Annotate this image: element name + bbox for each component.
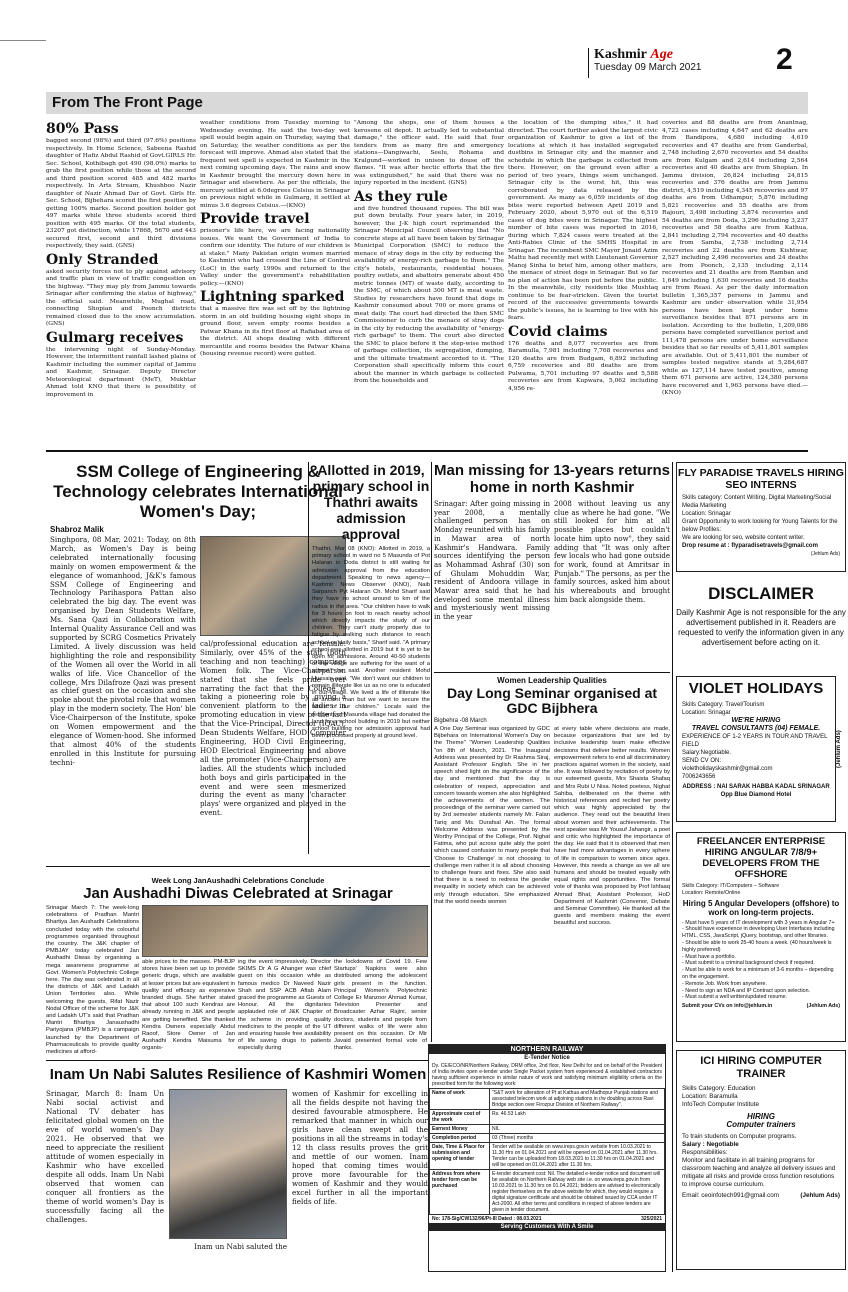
- row-rule: [434, 672, 670, 673]
- freelancer-ad-body: Skills Category: IT/Computers – Software Location: Remote/Online Hiring 5 Angular Developers (offshore) to work on long-term projects. - Must have 5 years of IT development with 3 years in Angular 7+ - Should have experience in developing User Interfaces including HTML, CSS, JavaScript, jQuery, bootstrap, and other libraries. - Should be able to work 25-40 hours a week. (40 hours/week is highly preferred) - Must have a portfolio. - Must submit to a criminal background check if required. - Must be able to work for a minimum of 3-6 months – depending on the engagement. - Remote Job. Work from anywhere. - Need to sign an NDA and IP Contract upon selection. - Must submit a well written/updated resume. Submit your CVs on info@jehlum.in (Jehlum Ads): [682, 883, 840, 1010]
- violet-ad-address: ADDRESS : NAI SARAK HABBA KADAL SRINAGAR Opp Blue Diamond Hotel: [682, 784, 830, 798]
- ici-ad: [676, 1050, 846, 1270]
- inamun-text: Srinagar, March 8: Inam Un Nabi social activist and National TV debater has felicitated global women on the eve of world women's Day 2021. He observed that we need to appreciate the resilient attitude of women especially in Kashmir who have excelled despite all odds. Inam Un Nabi observed that women can conquer all frontiers as the theme of world women's Day is successfully facing all the challenges.: [46, 1089, 164, 1224]
- fly-ad-email: Drop resume at : flyparadisetravels@gmail.com: [682, 543, 818, 549]
- seminar-text-2: at every table where decisions are made, because organizations that are led by inclusive leadership team make effective decisions that deliver better results. Women empowerment refers to end all discriminatory practices against women in the society, said she. It was followed by recitation of poetry by our esteemed guests, Mrs Shaista Shafaq and Mrs Rubi U Nisa. Noted poetess, Nighat Sahiba, deliberated on the theme with historical references and recited her poetry which was highly appreciated by the audience. They read out the beautiful lines about women and their achievements. The next speaker was Mr Yousuf Jahangir, a poet and critic who highlighted the importance of the day. He said that it is observed that men have had more advantages in every sphere of life in comparison to women since ages. However, this needs a change as we all are humans and should be treated equally with equal rights and opportunities. The formal vote of thanks was proposed by Prof Ishfaaq Ahmad Bhat, Assistant Professor, HoD Department of Kashmiri (Convenor, Debate and Seminar Committee). He thanked all the guests and members making the event beautiful and success.: [554, 726, 670, 927]
- aushadhi-col-2: able prices to the masses. PM-BJP stores have been set up to provide generic drugs, which are available at lesser prices but are equivalent in quality and efficacy as expensive branded drugs. She further stated that about 100 such Kendras are already running in J&K and people are getting benefited. She thanked Kendra Owners especially Abdul Raoof, Store Owner of Jan Aushadhi Kendra Maisuma for organis-: [142, 959, 235, 1052]
- section-bar: [46, 92, 808, 114]
- front-col-2: [200, 120, 350, 444]
- travel-text: prisoner's life here, we are facing nationality issues. We want the Government of India to confirm our identity. The future of our children is at stake." Many Pakistan origin women married to Kashmiri who had crossed the Line of Control (LoC) in the early 1990s and returned to the Valley under the government's rehabilitation policy.—(KNO): [200, 228, 350, 287]
- column-rule: [672, 462, 673, 1272]
- row-rule: [46, 1060, 428, 1061]
- aushadhi-kicker: Week Long JanAushadhi Celebrations Conclude: [151, 876, 325, 885]
- dogs-text: the location of the dumping sites," it had directed. The court further asked the largest civic organization of Kashmir to give a list of the locations at which it has installed segregated dustbins in Srinagar city and the manner and schedule in which the garbage is collected from there. However, on the ground even after a period of two years, things seem unchanged. Srinagar city is the worst hit, this was corroborated by data released by the government. As many as 6,059 incidents of dog bites were reported between April 2019 and February 2020, about 5,970 out of the 6,519 cases of dog bites were in Srinagar. The highest number of bite cases was reported in 2016, during which 7,824 cases were treated at the Anti-Rabies Clinic of the SMHS Hospital in Srinagar. The incumbent SMC Mayor Junaid Azim Mattu had recently met with Lieutenant Governor Manoj Sinha to brief him, among other matters, the menace of street dogs in Srinagar. But so far no plan of action has been put before the public. In the meanwhile, city residents like Mushtaq continue to be fear-stricken. Given the tourist record of the successive governments towards the public's issues, he is learning to live with his fears.: [508, 120, 658, 321]
- missing-text: Srinagar: After going missing in year 2008, a mentally challenged person has on Monday reunited with his family in Mawar area of north Kashmir's Handwara. Family sources identifying the person as Mohammad Ashraf (30) son of Ghulam Mohuddin War, resident of Andoora village in Mawar area said that he had developed some mental illness and mysteriously went missing in the year: [434, 500, 550, 622]
- freelancer-ad-email: Submit your CVs on info@jehlum.in: [682, 1003, 773, 1010]
- ici-ad-email: Email: ceoinfotech991@gmail.com: [682, 1192, 780, 1199]
- railway-footer: [429, 1215, 665, 1223]
- weather-text: weather conditions from Tuesday morning to Wednesday evening. He said the two-day wet spell would begin again on Thursday, saying that on Saturday, the weather conditions as per the forecast will improve. Ahmad also stated that the frequent wet spell is expected in Kashmir in the next coming upcoming days. The rains and snow in Kashmir brought the mercury down here in Srinagar and elsewhere. As per the officials, the mercury settled at 6.0degrees Celsius in Srinagar on previous night while in Gulmarg, it settled at minus 3.6 degrees Celsius.—(KNO): [200, 120, 350, 209]
- lightning-text: that a massive fire was set off by the lightning storm in an old building housing eight shops in ground floor, seven empty rooms besides a Patwar Khana in its first floor at Rafiabad area of the district. All shops dealing with different mercantile and rooms besides the Patwar Khana (housing revenue record) were gutted.: [200, 306, 350, 357]
- railway-tender: [428, 1044, 666, 1272]
- table-row: Earnest Money NIL: [430, 1125, 665, 1134]
- page-number: 2: [776, 44, 793, 76]
- table-row: Completion period 03 (Three) months: [430, 1134, 665, 1143]
- ici-ad-title: ICI HIRING COMPUTER TRAINER: [700, 1055, 822, 1080]
- fly-paradise-ad: [676, 462, 846, 572]
- aushadhi-col-3: ing the event impressively. Director SKIMS Dr A G Ahanger was chief guest on this occasion while as famous medico Dr Naveed Nazir Shah and SSP ACB Aftab Alam graced the programme as Guests of Honour. All the dignitaries applauded role of J&K Chapter of the scheme in providing quality medicines to the people of the UT and ensuring hassle free availability of life saving drugs to patients especially during: [238, 959, 331, 1052]
- stranded-text: asked security forces not to ply against advisory and traffic plan in view of traffic congestion on the highway. "They may ply from Jammu towards Srinagar after confirming the status of highway," the official said. Meanwhile, Mughal road, connecting Shopian and Poonch districts remained closed due to the snow accumulation. (GNS): [46, 268, 196, 327]
- table-row: Approximate cost of the work Rs. 46.53 Lakh: [430, 1110, 665, 1125]
- front-col-1: [46, 120, 196, 444]
- missing-article: [434, 462, 670, 677]
- gulmarg-title: Gulmarg receives: [46, 329, 184, 346]
- covid-text: 176 deaths and 8,077 recoveries are from Baramulla, 7,981 including 7,768 recoveries and 120 deaths are from Budgam, 6,892 including 6,759 recoveries and 80 deaths are from Pulwama, 5,701 including 97 deaths and 5,588 recoveries are from Kupwara, 5,062 including 4,956 re-: [508, 340, 658, 392]
- violet-ad-body: Skills Category: Travel/Tourism Location: Srinagar WE'RE HIRING TRAVEL CONSULTANTS (04) FEMALE. EXPERIENCE OF 1-2 YEARS IN TOUR AND TRAVEL FIELD Salary:Negotiable. SEND CV ON: violetholidayskashmir@gmail.com 7006243656 ADDRESS : NAI SARAK HABBA KADAL SRINAGAR Opp Blue Diamond Hotel: [682, 702, 830, 798]
- covid-title: Covid claims: [508, 323, 608, 340]
- allotted-article: [312, 462, 430, 857]
- ssm-text-2: cal/professional education are female. Similarly, over 45% of the staff (both teaching and non teaching) comprises Women folk. The Vice-Chairperson stated that she feels pride over narrating the fact that the College is taking a pioneering role by giving a convenient platform to the ladies in promoting education in view of the fact that the Vice-Principal, Director (IQAC), Dean Students Welfare, HOD Computer Engineering, HOD Civil Engineering, HOD Electrical Engineering and above all the promoter (Vice-Chairperson) are ladies. All the students which included both boys and girls participated in the event and were seen mesmerized during the event as many 'character plays' were organized and played in the event.: [200, 640, 346, 818]
- table-row: Address from where tender form can be purchased E-tender document cost: Nil. The detailed e-tender notice and document will be available on Northern Railway web site i.e. on www.ireps.gov.in from 10.03.2021 to 11.30 hrs on 01.04.2021; bidders are advised to electronically register themselves on the above website for which, they would require a digital signature certificate and should be obtained issued by CCA under IT Act-2000. All other terms and conditions in respect of above tenders are given in tender document.: [430, 1170, 665, 1215]
- pass-text: bagged second (98%) and third (97.6%) positions respectively. In Home Science, Sabeena Rashid daughter of Hafiz Abdul Rashid of Govt.GIRLS Hr. Sec. School, Kothibagh got 490 (98.0%) marks to grab the first position while those at the second and third position scored 485 and 482 marks respectively. In Arts Stream, Khushboo Nazir daughter of Nazir Ahmad Dar of Govt. Girls Hr. Sec. School, Bijbehara scored the first position by getting 100% marks. Second position holder got 497 marks while three students scored third position with 495 marks. Of the total students, 23207 got distinction, while 17868, 5670 and 443 secured first, second and third divisions respectively, they said. (GNS): [46, 138, 196, 249]
- gulmarg-text: the intervening night of Sunday-Monday. However, the intermittent rainfall lashed plains of Kashmir including the summer capital of Jammu and Kashmir, Srinagar. Deputy Director Meteorological department (MeT), Mukhtar Ahmad told KNO that there is possibility of improvement in: [46, 346, 196, 398]
- freelancer-ad: [676, 832, 846, 1042]
- railway-footer-code: 325/2021: [641, 1216, 662, 1222]
- aushadhi-photo: [142, 905, 428, 957]
- railway-footer-no: No: 178-Sig/CW132/96/Pt-III Dated : 08.03.2021: [432, 1216, 542, 1222]
- violet-holidays-ad: [676, 676, 836, 822]
- stranded-title: Only Stranded: [46, 251, 159, 268]
- inamun-title: Inam Un Nabi Salutes Resilience of Kashmiri Women: [49, 1066, 427, 1083]
- issue-date: Tuesday 09 March 2021: [594, 62, 702, 73]
- covid-continued-text: coveries and 88 deaths are from Anantnag, 4,722 cases including 4,647 and 62 deaths are from Bandipora, 4,680 including 4,619 recoveries and 47 deaths are from Ganderbal, 2,748 including 2,670 recoveries and 54 deaths are from Kulgam and 2,614 including 2,564 recoveries and 40 deaths are from Shopian. In Jammu division, 26,824 including 24,815 recoveries and 376 deaths are from Jammu district, 4,519 including 4,345 recoveries and 97 deaths are from Udhampur, 5,876 including 5,821 recoveries and 55 deaths are from Rajouri, 3,498 including 3,874 recoveries and 54 deaths are from Doda, 3,296 including 3,237 recoveries and 58 deaths are from Kathua, 2,841 including 2,794 recoveries and 40 deaths are from Samba, 2,738 including 2,714 recoveries and 22 deaths are from Kishtwar, 2,527 including 2,496 recoveries and 24 deaths are from Poonch, 2,135 including 2,114 recoveries and 21 deaths are from Ramban and 1,649 including 1,630 recoveries and 16 deaths are from Reasi. As per the daily information bulletin 1,365,357 persons in Jammu and Kashmir are under observation while 31,954 persons have been kept under home surveillance besides that 871 persons are in isolation. According to the bulletin, 1,209,086 persons have completed surveillance period and 111,478 persons are under home surveillance besides that so far results of 5,411,801 samples are available. Out of 5,411,801 the number of samples tested negative stands at 5,284,687 while as 127,114 have tested positive, among them 671 persons are active, 124,380 persons have recovered and 1,963 persons have died.—(KNO): [662, 120, 808, 396]
- ssm-text: Singhpora, 08 Mar, 2021: Today, on 8th March, as Women's Day is being celebrated internationally focusing mainly on women empowerment & the elegance of womanhood, J&K's famous SSM College of Engineering and Technology Parihaspora Pattan also celebrated the big day. The event was organised by Dean Students Welfare, Ms. Sana Qazi in Collaboration with Internal Quality Assurance Cell and was supported by SCRG Cosmetics Privately Limited. A lively discussion was held highlighting the role and responsibility of the Women all over the World in all walks of life. Vice Chancellor of the college, Mrs Dilafroze Qazi was present as chief guest on the occasion and she spoke about the pivotal role that women play in the modern society. The Hon' ble Vice-Chairperson of the Institute, spoke on Women empowerment and the elegance of Women-hood. She informed that almost 40% of the students enrolled in this Institute for pursuing techni-: [50, 536, 196, 767]
- missing-title: Man missing for 13-years returns home in north Kashmir: [434, 462, 670, 496]
- section-title: From The Front Page: [52, 94, 203, 111]
- inamun-caption: Inam un Nabi saluted the: [194, 1242, 287, 1251]
- aushadhi-article: [46, 876, 430, 1056]
- front-col-5: [662, 120, 808, 444]
- ssm-byline: Shabroz Malik: [50, 525, 104, 534]
- ici-ad-body: Skills Category: Education Location: Baramulla InfoTech Computer Institute HIRING Computer trainers To train students on Computer programs. Salary : Negotiable Responsibilities: Monitor and facilitate in all training programs for classroom teaching and analyze all delivery issues and mitigate all risks and provide cross function resolutions to improve course curriculum. Email: ceoinfotech991@gmail.com (Jehlum Ads): [682, 1085, 840, 1199]
- masthead-rule: [0, 40, 46, 41]
- railway-intro: Dy. CE/ECO/NR/Northern Railway, DRM office, 2nd floor, New Delhi for and on behalf of the President of India invites open e-tender under Single Packet system from experienced & established contractors having sufficient experience in similar nature of work and satisfying minimum eligibility criteria on the prescribed form for the following work:: [432, 1063, 662, 1087]
- front-bottom-rule: [46, 450, 808, 452]
- railway-slogan: Serving Customers With A Smile: [429, 1223, 665, 1231]
- freelancer-ad-title: FREELANCER ENTERPRISE HIRING ANGULAR 7/8/9+ DEVELOPERS FROM THE OFFSHORE: [696, 836, 826, 880]
- disclaimer-title: DISCLAIMER: [708, 584, 814, 603]
- seminar-kicker: Women Leadership Qualities: [497, 676, 607, 685]
- railway-table: [429, 1088, 665, 1215]
- brand-logo: Kashmir Age: [594, 48, 673, 62]
- allotted-text: Thathri, Mar 08 (KNO): Allotted in 2019, a primary school in ward no 5 Masunda of Pot Halaran in Doda district is still waiting for admission approval from the education department. Speaking to news agency—Kashmir News Observer (KNO), Naib Sarpanch Pyt Halaran Ch. Mohd Sharif said they have no school around to km of the radius in the area. "Our children have to walk for 3 hours on foot to reach nearby school which directly impacts the study of our children. They can't study properly due to fatigue by walking such distance to reach school on daily basis," Sharif said. "A primary school was allotted in 2019 but it is yet to be open for admissions. Around 40-50 students of this village are suffering for the want of a school," he said. Another resident Mohd Hussain said, "We don't want our children to remain illiterate like us as no one is educated in our village. We lived a life of illiterate like an ancient man but we want to secure the future of our children." Locals said the residents of Masunda village had donated the land for a school building in 2019 but neither school building nor admission approval had been processed properly at ground level.: [312, 546, 430, 740]
- travel-title: Provide travel: [200, 211, 310, 227]
- allotted-title: Allotted in 2019, primary school in Thathri awaits admission approval: [312, 462, 430, 542]
- railway-subheader: E-Tender Notice: [524, 1055, 570, 1061]
- table-row: Name of work "S&T work for alteration of Pt at Kathua and Madhopur Punjab stations and associated telecom work at adjoining stations in r/w doubling across Ravi Bridge section over Firozpur Division of Northern Railway".: [430, 1089, 665, 1110]
- disclaimer-box: [676, 584, 846, 670]
- column-rule: [431, 462, 432, 1042]
- column-rule: [308, 462, 309, 854]
- inamun-photo: [169, 1089, 287, 1239]
- fire-text: "Among the shops, one of them houses a kerosene oil depot. It actually led to substantial damage," the officer said. He said that four tenders from as many fire and emergency stations—Dangiwachi, Seelu, Rohama and Kralgund—worked in unison to douse off the flames. "It was after hectic efforts that the fire was extinguished," he said that there was no injury reported in the incident. (GNS): [354, 120, 504, 186]
- ssm-article: [50, 462, 346, 857]
- front-col-4: [508, 120, 658, 444]
- masthead-divider: [588, 48, 589, 78]
- lightning-title: Lightning sparked: [200, 289, 345, 305]
- railway-header: NORTHERN RAILWAY: [429, 1045, 665, 1054]
- seminar-byline: Bigbehra -08 March: [434, 718, 487, 724]
- seminar-title: Day Long Seminar organised at GDC Bijbhera: [446, 685, 658, 716]
- seminar-article: [434, 676, 670, 1036]
- aushadhi-col-1: Srinagar March 7: The week-long celebrations of Pradhan Mantri Bhartiya Jan Aushadhi Celebrations concluded today with the colourful programmes organised throughout the country. The J&K chapter of PMBJAY today celebrated Jan Aushadhi Diwas by organising a mega awareness programme at Govt. Women's Polytechnic College here. The day was celebrated in all the districts of J&K and Ladakh Union Territories also. While welcoming the guests, Rifat Nazir Nodal Officer of the scheme for J&K and Ladakh UT's said that Pradhan Mantri Bhartiya Janaushadhi Pariyojana (PMBJP) is a campaign launched by the Department of Pharmaceuticals to provide quality medicines at afford-: [46, 905, 139, 1055]
- front-col-3: [354, 120, 504, 444]
- table-row: Date, Time & Place for submission and opening of tender Tender will be available on www.ireps.gov.in website from 10.03.2021 to 11.30 Hrs on 01.04.2021 and will be opened on 01.04.2021 after 11.30 hrs. Tender can be uploaded from 18.03.2021 to 11.30 hrs on 01.04.2021 and will be opened on 01.04.2021 after 11.30 hrs.: [430, 1143, 665, 1170]
- inamun-text-2: women of Kashmir for excelling in all the fields despite not having the desired favourable atmosphere. He remarked that manner in which our girls have clean swept all the positions in all the streams in today's 12 th class results proves the grit and mettle of our women. Inam hoped that coming times would prove more favourable for the women of Kashmir and they would excel further in all the important fields of life.: [292, 1089, 428, 1206]
- pass-title: 80% Pass: [46, 121, 119, 137]
- disclaimer-text: Daily Kashmir Age is not responsible for the any advertisement published in it. Readers are requested to verify the information given in any advertisement before acting on it.: [676, 608, 846, 647]
- inamun-article: [46, 1066, 430, 1271]
- masthead-brand: [594, 48, 774, 78]
- rule-title: As they rule: [354, 188, 448, 205]
- missing-text-2: 2008 without leaving us any clue as where he had gone. "We still looked for him at all possible places but couldn't locate him upto now", they said adding that "It was only after few locals who had gone outside for work, found at Amritsar in Punjab." The persons, as per the family sources, asked him about his whereabouts and brought him back alongside them.: [554, 500, 670, 604]
- violet-ad-title: VIOLET HOLIDAYS: [688, 680, 824, 697]
- aushadhi-col-4: the lockdowns of Covid 19. Few Startups' Napkins were also distributed among the adolescent girls present in the function. Principal Women's Polytechnic College Er Manzoor Ahmad Kumar, Television Presenter and Broadcaster Azhar Rajini, senior doctors, students and people from different walks of life were also present on this occasion. Dr Mir Javaid presented formal vote of thanks.: [334, 959, 427, 1052]
- violet-side-tag: (Jehlum Ads): [836, 730, 842, 768]
- fly-ad-body: Skills category: Content Writing, Digital Marketing/Social Media Marketing Location: Srinagar Grant Opportunity to work looking for Young Talents for the below Profiles: We are looking for seo, website content writer. Drop resume at : flyparadisetravels@gmail.com (Jehlum Ads): [682, 495, 840, 557]
- row-rule: [46, 866, 430, 867]
- aushadhi-title: Jan Aushadhi Diwas Celebrated at Srinagar: [83, 885, 393, 902]
- fly-ad-title: FLY PARADISE TRAVELS HIRING SEO INTERNS: [678, 467, 844, 491]
- ssm-title: SSM College of Engineering & Technology celebrates International Women's Day;: [53, 462, 343, 521]
- seminar-text: A One Day Seminar was organized by GDC Bijbehara on International Women's Day on the Theme" "Women Leadership Qualities "on 8th of March, 2021. The Inaugural Address was presented by Dr Rashma Siraj, Assistant Professor English. She in her speech shed light on the significance of the day and mentioned that the day is celebration of respect, appreciation and concern towards women she also highlighted the achievements of the women. The proceedings of the seminar were carried out by 3rd semester students namely Mr. Falan Tariq and Ms. Durafsal Ain. The formal Welcome Address was presented by the Worthy Principal of the College, Prof. Nighat Fatima, who put across quite ably the point which caused confusion to many people that 'Choose to Challenge' is not choosing to challenge men rather it is all about choosing to challenge fears and fixes. She also said that there is a need to redress the gender inequality in society which can be achieved only through education. She emphasized that the world needs women: [434, 726, 550, 905]
- rule-text: and five hundred thousand rupees. The bill was put down brutally. Four years later, in 2019, however, the J-K high court reprimanded the Srinagar Municipal Council observing that "No concrete steps at all have been taken by Srinagar Municipal Corporation (SMC) to reduce the menace of stray dogs in the city by reducing the availability of energy-rich garbage to them." The city's hotels, restaurants, residential houses, poultry outlets, and abattoirs generate about 450 metric tonnes (MT) of waste daily, according to the SMC, of which about 300 MT is meat waste. Studies by researchers have found that dogs in Kashmir consumed about 700 or more grams of meat daily. The court had directed the then SMC Commissioner to curb the menace of stray dogs in the city by reducing the availability of "energy-rich garbage" to them. The court also directed the SMC to place before it the step-wise method of garbage collection, its segregation, dumping, and the ultimate treatment accorded to it. "The Corporation shall specifically inform this court about the manner in which garbage is collected from the households and: [354, 205, 504, 384]
